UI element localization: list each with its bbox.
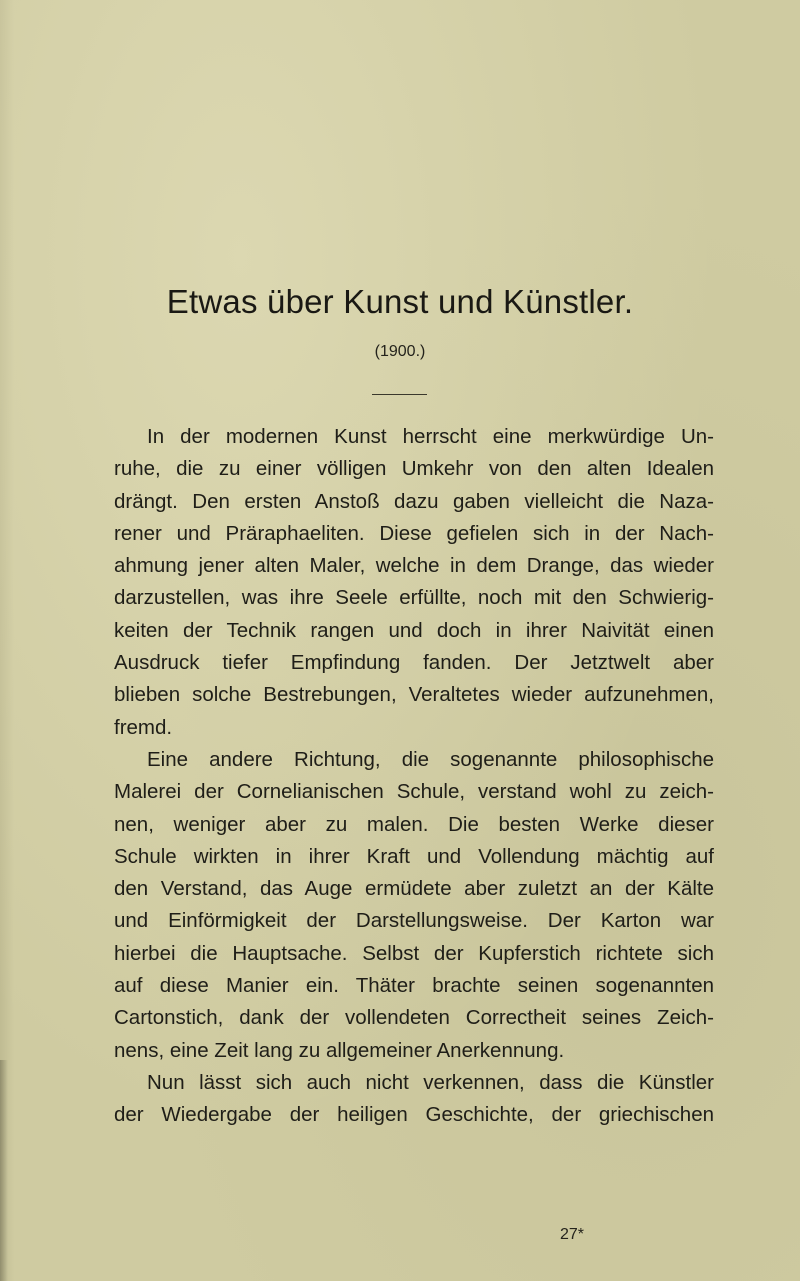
text-line: nen, weniger aber zu malen. Die besten Werke dieser xyxy=(114,812,714,836)
page-signature-mark: 27* xyxy=(560,1226,585,1243)
text-line: auf diese Manier ein. Thäter brachte seinen sogenannten xyxy=(114,974,714,998)
text-line: keiten der Technik rangen und doch in ihrer Naivität einen xyxy=(114,618,714,642)
divider xyxy=(372,394,427,395)
text-line: nens, eine Zeit lang zu allgemeiner Anerkennung. xyxy=(114,1038,565,1062)
text-line: Nun lässt sich auch nicht verkennen, dass die Künstler xyxy=(147,1070,714,1094)
text-line: den Verstand, das Auge ermüdete aber zuletzt an der Kälte xyxy=(114,877,714,901)
date-subtitle: (1900.) xyxy=(374,343,426,360)
text-line: rener und Präraphaeliten. Diese gefielen sich in der Nach- xyxy=(114,521,714,545)
text-line: In der modernen Kunst herrscht eine merkwürdige Un- xyxy=(147,425,714,448)
text-line: Eine andere Richtung, die sogenannte philosophische xyxy=(147,747,714,771)
text-line: fremd. xyxy=(114,715,173,739)
text-line: und Einförmigkeit der Darstellungsweise. Der Karton war xyxy=(114,909,714,933)
text-line: ahmung jener alten Maler, welche in dem Drange, das wieder xyxy=(114,554,714,578)
text-line: drängt. Den ersten Anstoß dazu gaben vielleicht die Naza- xyxy=(114,489,714,513)
text-line: der Wiedergabe der heiligen Geschichte, der griechischen xyxy=(114,1103,714,1127)
page-title: Etwas über Kunst und Künstler. xyxy=(166,283,634,320)
text-line: Malerei der Cornelianischen Schule, verstand wohl zu zeich- xyxy=(114,780,714,804)
body-text xyxy=(114,421,714,1132)
text-line: blieben solche Bestrebungen, Veraltetes wieder aufzunehmen, xyxy=(114,683,714,707)
text-line: darzustellen, was ihre Seele erfüllte, noch mit den Schwierig- xyxy=(114,586,714,610)
text-line: Ausdruck tiefer Empfindung fanden. Der Jetztwelt aber xyxy=(114,651,714,675)
text-line: Cartonstich, dank der vollendeten Correctheit seines Zeich- xyxy=(114,1006,714,1030)
page-edge-shadow xyxy=(0,1060,8,1281)
text-line: Schule wirkten in ihrer Kraft und Vollendung mächtig auf xyxy=(114,844,714,868)
text-line: hierbei die Hauptsache. Selbst der Kupferstich richtete sich xyxy=(114,941,714,965)
text-line: ruhe, die zu einer völligen Umkehr von den alten Idealen xyxy=(114,457,714,481)
